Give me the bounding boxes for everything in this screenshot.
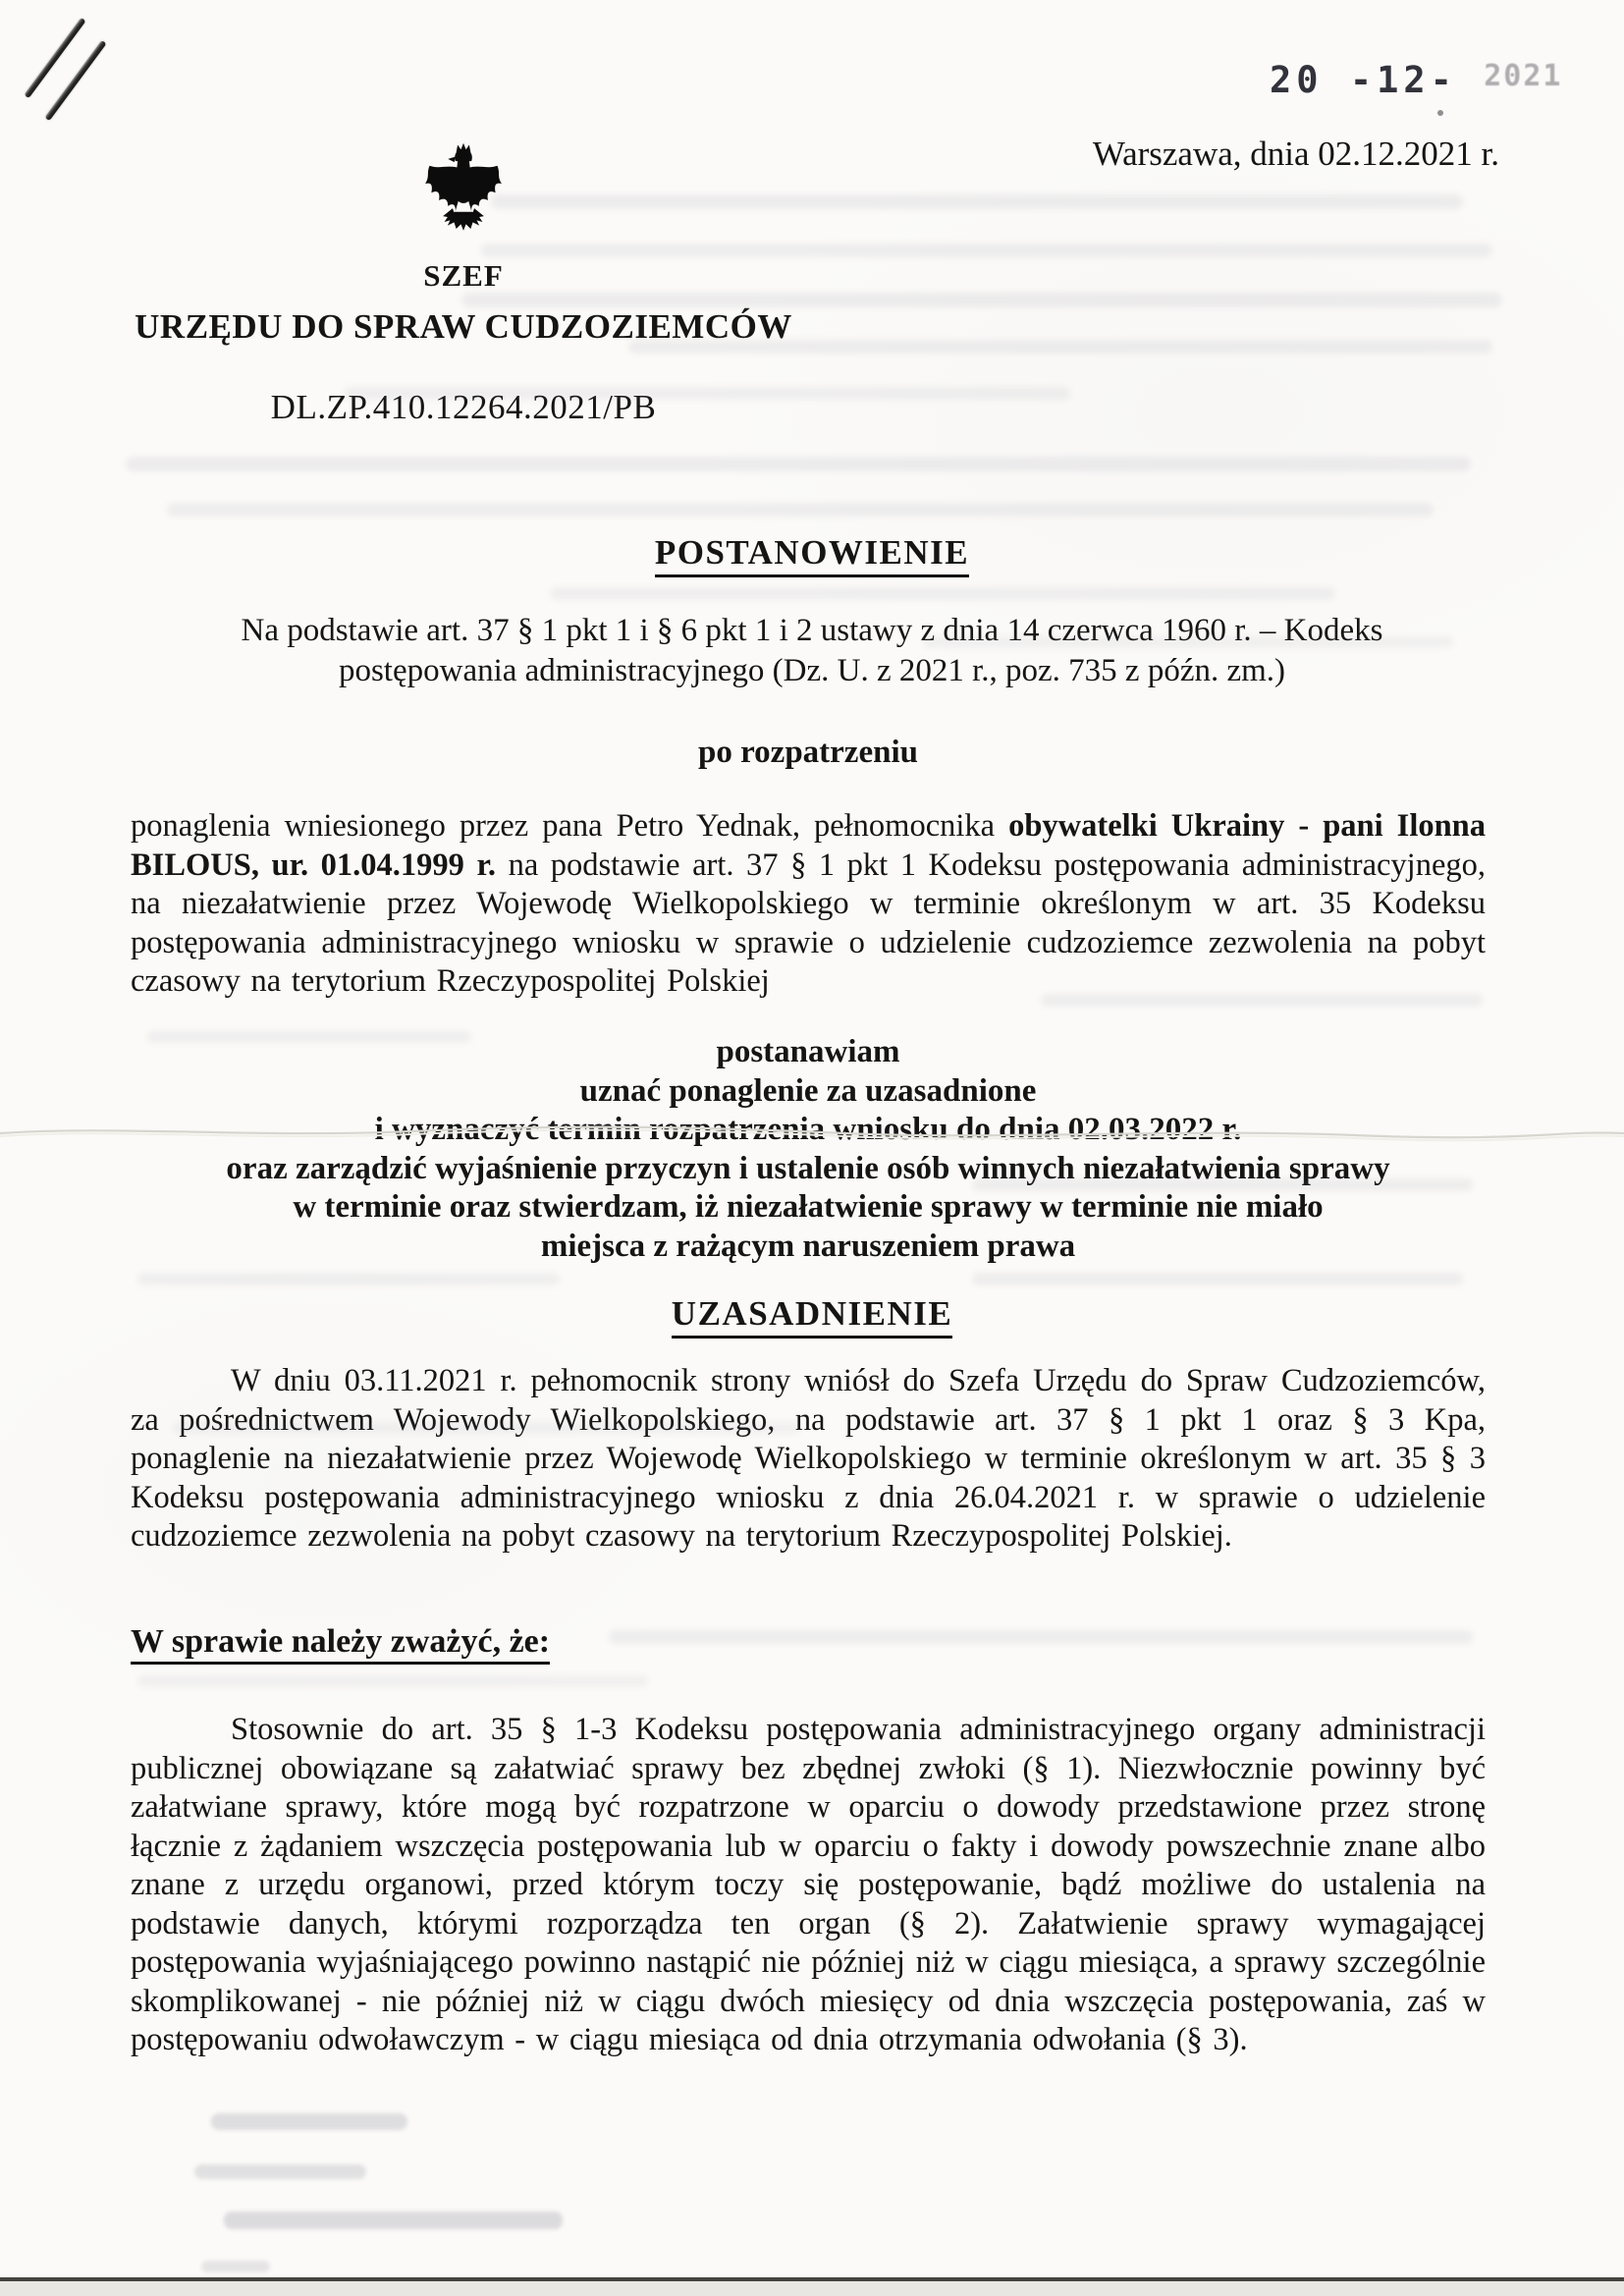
justification-heading: UZASADNIENIE <box>0 1294 1624 1334</box>
bleedthrough-artifact <box>167 503 1434 517</box>
bleedthrough-artifact <box>194 2164 366 2179</box>
bleedthrough-artifact <box>1041 994 1483 1007</box>
issuer-title-line2: URZĘDU DO SPRAW CUDZOZIEMCÓW <box>135 307 792 346</box>
after-consideration-line: po rozpatrzeniu <box>698 735 918 770</box>
decision-line: w terminie oraz stwierdzam, iż niezałatwienie sprawy w terminie nie miało <box>293 1189 1324 1226</box>
bleedthrough-artifact <box>923 636 1453 648</box>
document-title: POSTANOWIENIE <box>0 533 1624 573</box>
bleedthrough-artifact <box>481 244 1492 257</box>
bleedthrough-artifact <box>211 2113 407 2130</box>
legal-basis-paragraph: Na podstawie art. 37 § 1 pkt 1 i § 6 pkt 1 i 2 ustawy z dnia 14 czerwca 1960 r. – Kodeks postępowania administracyjnego (Dz. U. z 2021 r., poz. 735 z późn. zm.) <box>241 613 1383 688</box>
paper-crease-line <box>0 1116 1624 1145</box>
received-date-stamp <box>1270 59 1562 101</box>
stamp-date-main: 20 -12- <box>1270 59 1457 101</box>
stamp-ink-dot <box>1437 110 1443 116</box>
complaint-paragraph <box>131 807 1486 1002</box>
polish-eagle-emblem-icon <box>2 142 925 237</box>
case-number: DL.ZP.410.12264.2021/PB <box>270 388 657 426</box>
bleedthrough-artifact <box>126 457 1471 471</box>
bleedthrough-artifact <box>461 293 1502 307</box>
consideration-heading: W sprawie należy zważyć, że: <box>131 1623 550 1661</box>
complaint-segment: na podstawie art. 37 § 1 pkt 1 Kodeksu postępowania administracyjnego, na niezałatwienie przez Wojewodę Wielkopolskiego w terminie określonym w art. 35 Kodeksu postępowania administracyjnego wniosku w sprawie o udzielenie cudzoziemce zezwolenia na pobyt czasowy na terytorium Rzeczypospolitej Polskiej <box>131 847 1486 999</box>
bleedthrough-artifact <box>972 1273 1463 1285</box>
bleedthrough-artifact <box>137 1675 648 1687</box>
scan-edge-footer <box>0 2281 1624 2296</box>
bleedthrough-artifact <box>201 2261 270 2272</box>
decision-block <box>131 1033 1486 1267</box>
bleedthrough-artifact <box>491 194 1463 209</box>
complaint-segment: ponaglenia wniesionego przez pana Petro Yednak, pełnomocnika <box>131 808 1009 844</box>
justification-paragraph: W dniu 03.11.2021 r. pełnomocnik strony wniósł do Szefa Urzędu do Spraw Cudzoziemców, za pośrednictwem Wojewody Wielkopolskiego, na podstawie art. 37 § 1 pkt 1 oraz § 3 Kpa, ponaglenie na niezałatwienie przez Wojewodę Wielkopolskiego w terminie określonym w art. 35 § 3 Kodeksu postępowania administracyjnego wniosku z dnia 26.04.2021 r. w sprawie o udzielenie cudzoziemce zezwolenia na pobyt czasowy na terytorium Rzeczypospolitej Polskiej. <box>131 1363 1486 1554</box>
decision-line: uznać ponaglenie za uzasadnione <box>579 1072 1037 1109</box>
bleedthrough-artifact <box>147 1031 471 1043</box>
bleedthrough-artifact <box>224 2212 563 2229</box>
bleedthrough-artifact <box>550 587 1335 600</box>
place-date-line: Warszawa, dnia 02.12.2021 r. <box>1092 135 1499 173</box>
bleedthrough-artifact <box>172 1422 800 1434</box>
bleedthrough-artifact <box>344 387 1070 400</box>
decision-line: miejsca z rażącym naruszeniem prawa <box>540 1228 1076 1264</box>
letterhead <box>2 142 925 427</box>
issuer-title-line1: SZEF <box>423 258 504 293</box>
consideration-paragraph: Stosownie do art. 35 § 1-3 Kodeksu postępowania administracyjnego organy administracji publicznej obowiązane są załatwiać sprawy bez zbędnej zwłoki (§ 1). Niezwłocznie powinny być załatwiane sprawy, które mogą być rozpatrzone w oparciu o dowody przedstawione przez stronę łącznie z żądaniem wszczęcia postępowania lub w oparciu o fakty i dowody powszechnie znane albo znane z urzędu organowi, przed którym toczy się postępowanie, bądź możliwe do ustalenia na podstawie danych, którymi rozporządza ten organ (§ 2). Załatwienie sprawy wymagającej postępowania wyjaśniającego powinno nastąpić nie później niż w ciągu miesiąca, a sprawy szczególnie skomplikowanej - nie później niż w ciągu dwóch miesięcy od dnia wszczęcia postępowania, zaś w postępowaniu odwoławczym - w ciągu miesiąca od dnia otrzymania odwołania (§ 3). <box>131 1712 1486 2057</box>
decision-line: oraz zarządzić wyjaśnienie przyczyn i ustalenie osób winnych niezałatwienia sprawy <box>226 1150 1390 1186</box>
complaint-segment-bold: obywatelki Ukrainy - pani Ilonna BILOUS, ur. 01.04.1999 r. <box>131 808 1486 883</box>
bleedthrough-artifact <box>609 1630 1473 1644</box>
stamp-date-year: 2021 <box>1484 59 1563 93</box>
decision-heading: postanawiam <box>716 1034 900 1069</box>
bleedthrough-artifact <box>972 1178 1473 1191</box>
bleedthrough-artifact <box>137 1273 560 1285</box>
decision-line: i wyznaczyć termin rozpatrzenia wniosku do dnia 02.03.2022 r. <box>374 1112 1242 1148</box>
bleedthrough-artifact <box>628 340 1492 354</box>
staple-icon <box>0 0 157 157</box>
